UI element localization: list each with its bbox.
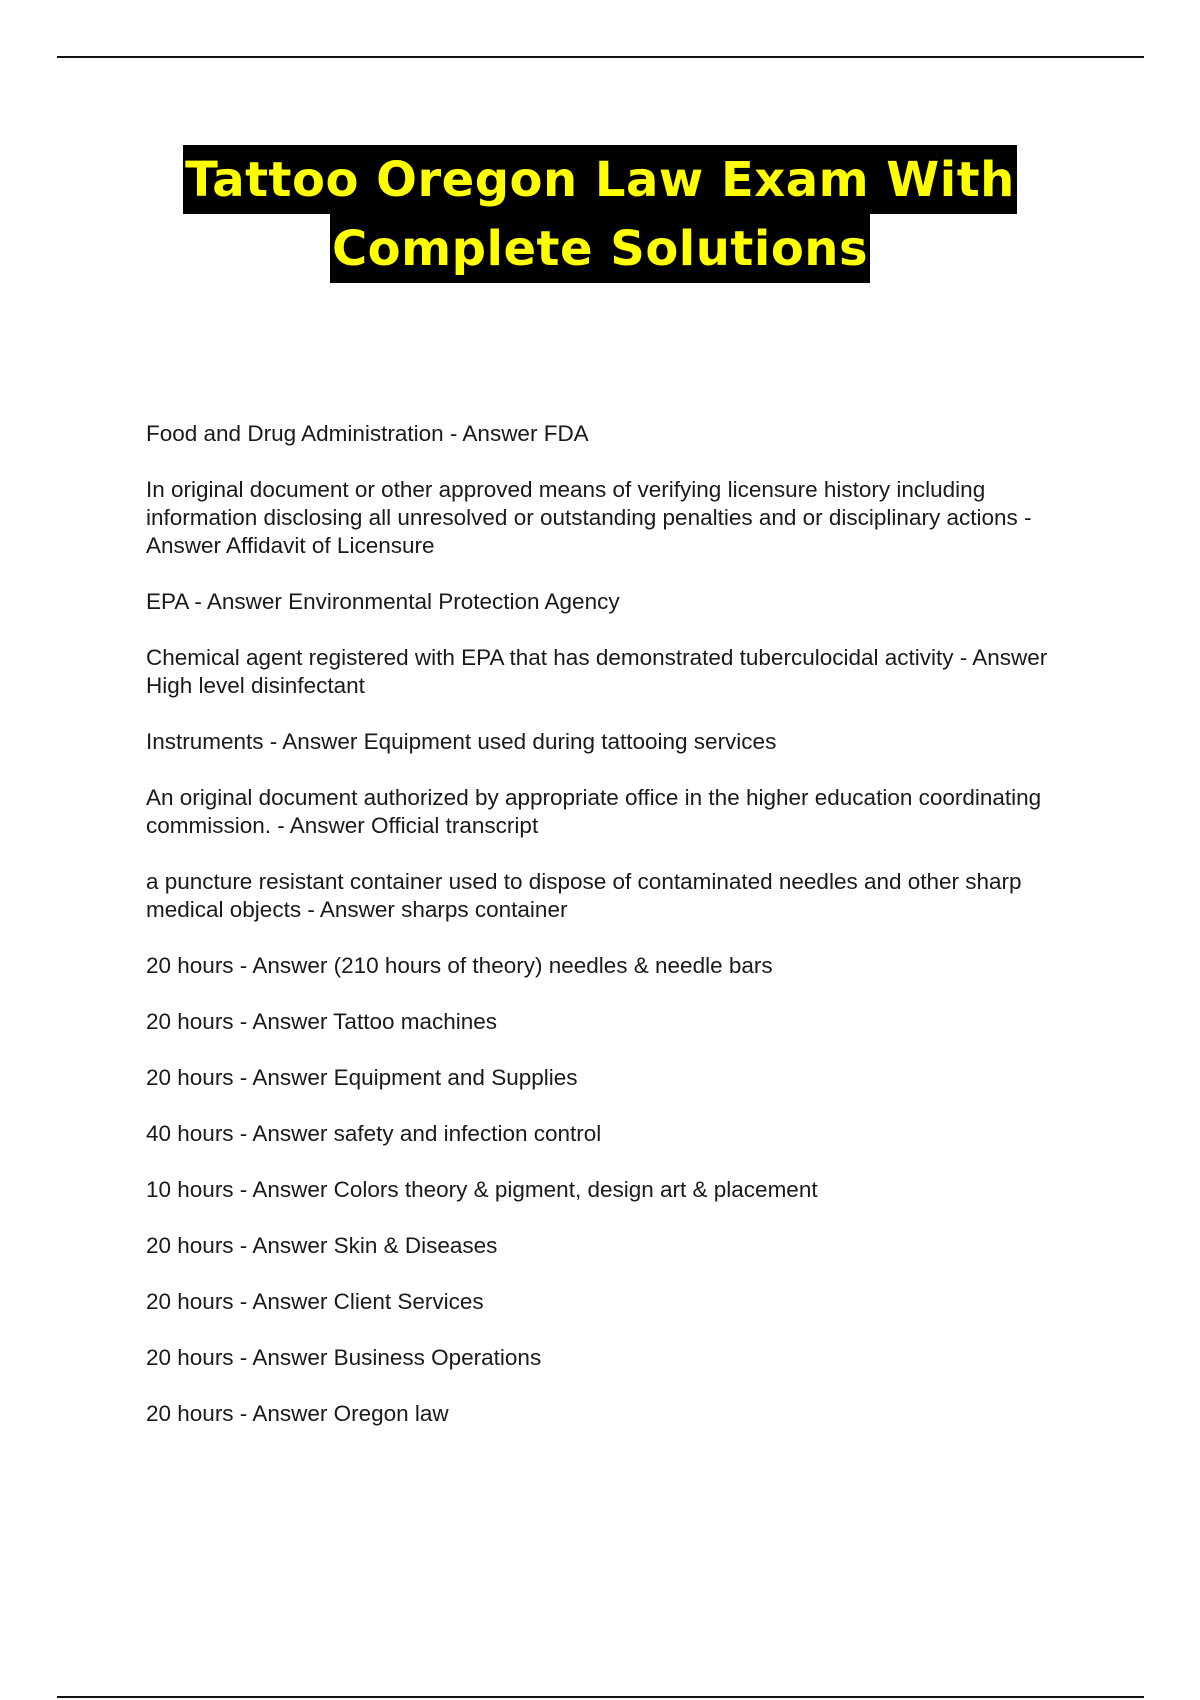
document-title	[0, 145, 1200, 283]
qa-item-machines: 20 hours - Answer Tattoo machines	[146, 1009, 498, 1034]
qa-list	[146, 420, 1096, 1456]
qa-item-colors: 10 hours - Answer Colors theory & pigment, design art & placement	[146, 1177, 818, 1202]
qa-item-skin: 20 hours - Answer Skin & Diseases	[146, 1233, 498, 1258]
qa-item-transcript: An original document authorized by appropriate office in the higher education coordinating commission. - Answer Official transcript	[146, 785, 1042, 838]
qa-item-epa: EPA - Answer Environmental Protection Agency	[146, 589, 620, 614]
top-divider	[57, 56, 1144, 58]
title-line-1: Tattoo Oregon Law Exam With	[183, 145, 1017, 214]
title-line-2: Complete Solutions	[330, 214, 870, 283]
qa-item-disinfectant: Chemical agent registered with EPA that has demonstrated tuberculocidal activity - Answer High level disinfectant	[146, 645, 1048, 698]
qa-item-safety: 40 hours - Answer safety and infection control	[146, 1121, 602, 1146]
qa-item-equipment: 20 hours - Answer Equipment and Supplies	[146, 1065, 578, 1090]
bottom-divider	[57, 1696, 1144, 1698]
qa-item-fda: Food and Drug Administration - Answer FDA	[146, 421, 589, 446]
qa-item-business: 20 hours - Answer Business Operations	[146, 1345, 542, 1370]
qa-item-sharps: a puncture resistant container used to dispose of contaminated needles and other sharp medical objects - Answer sharps container	[146, 869, 1022, 922]
qa-item-oregon-law: 20 hours - Answer Oregon law	[146, 1401, 449, 1426]
qa-item-affidavit: In original document or other approved means of verifying licensure history including information disclosing all unresolved or outstanding penalties and or disciplinary actions - Answer Affidavit of Licensure	[146, 477, 1032, 558]
qa-item-needles: 20 hours - Answer (210 hours of theory) needles & needle bars	[146, 953, 773, 978]
qa-item-client: 20 hours - Answer Client Services	[146, 1289, 484, 1314]
qa-item-instruments: Instruments - Answer Equipment used during tattooing services	[146, 729, 777, 754]
